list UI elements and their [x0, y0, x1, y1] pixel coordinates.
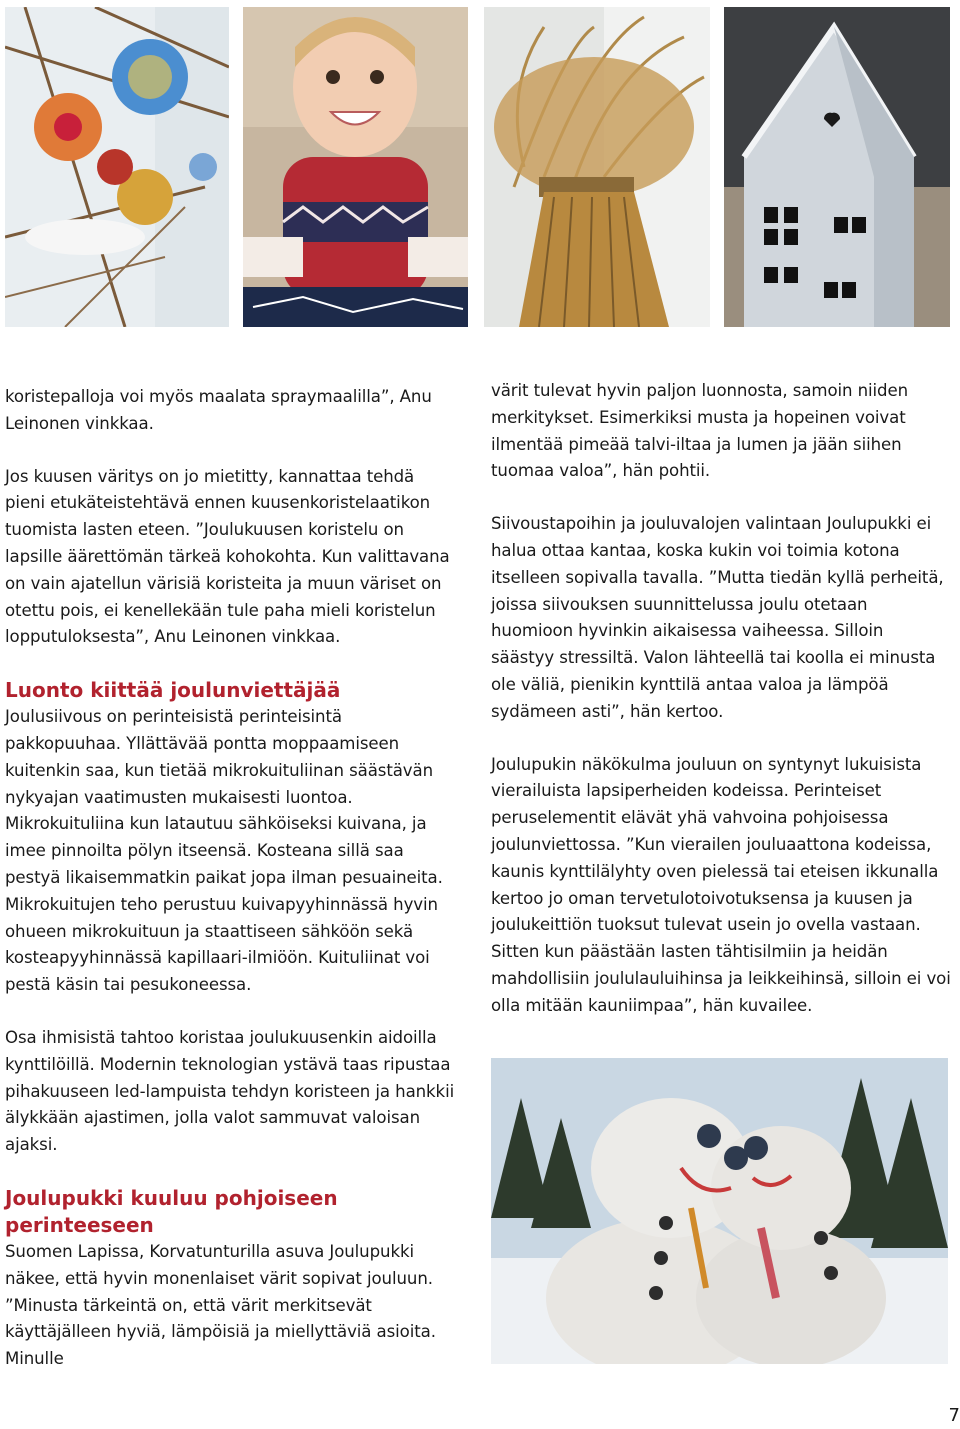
left-column — [5, 384, 455, 1373]
photo-metal-house-candleholder — [724, 7, 950, 327]
paragraph: Jos kuusen väritys on jo mietitty, kannattaa tehdä pieni etukäteistehtävä ennen kuusenkoristelaatikon tuomista lasten eteen. ”Joulukuusen koristelu on lapsille äärettömän tärkeä kohokohta. Kun valittavana on vain ajatellun värisiä koristeita ja muun väriset on otettu pois, ei kenellekään tule paha mieli koristelun lopputuloksesta”, Anu Leinonen vinkkaa. — [5, 466, 450, 647]
paragraph: Siivoustapoihin ja jouluvalojen valintaan Joulupukki ei halua ottaa kantaa, koska kukin voi toimia kotona itselleen sopivalla tavalla. ”Mutta tiedän kyllä perheitä, joissa siivouksen suunnittelussa joulu otetaan huomioon hyvinkin aikaisessa vaiheessa. Silloin säästyy stressiltä. Valon lähteellä tai koolla ei minusta ole väliä, pienikin kynttilä antaa valoa ja lämpöä sydämeen asti”, hän kertoo. — [491, 514, 944, 721]
photo-christmas-ornaments — [5, 7, 229, 327]
paragraph: koristepalloja voi myös maalata spraymaalilla”, Anu Leinonen vinkkaa. — [5, 387, 432, 433]
photo-snowmen-couple — [491, 1058, 948, 1364]
section-heading: Luonto kiittää joulunviettäjää — [5, 678, 341, 703]
paragraph: värit tulevat hyvin paljon luonnosta, samoin niiden merkitykset. Esimerkiksi musta ja hopeinen voivat ilmentää pimeää talvi-iltaa ja lumen ja jään siihen tuomaa valoa”, hän pohtii. — [491, 381, 909, 481]
photo-smiling-child — [243, 7, 468, 327]
section-heading: Joulupukki kuuluu pohjoiseen perinteeseen — [5, 1185, 338, 1237]
page-number: 7 — [948, 1405, 960, 1426]
paragraph: Joulusiivous on perinteisistä perinteisintä pakkopuuhaa. Yllättävää pontta moppaamiseen kuitenkin saa, kun tietää mikrokuituliinan säästävän nykyajan vaatimusten mukaisesti luontoa. Mikrokuituliina kun latautuu sähköiseksi kuivana, ja imee pinnoilta pölyn itseensä. Kosteana sillä saa pestyä likaisemmatkin paikat jopa ilman pesuaineita. Mikrokuitujen teho perustuu kuivapyyhinnässä hyvin ohueen mikrokuituun ja staattiseen sähköön sekä kosteapyyhinnässä kapillaari-ilmiöön. Kuituliinat voi pestä käsin tai pesukoneessa. — [5, 707, 443, 995]
paragraph: Osa ihmisistä tahtoo koristaa joulukuusenkin aidoilla kynttilöillä. Modernin teknologian ystävä taas ripustaa pihakuuseen led-lampuista tehdyn koristeen ja hankkii älykkään ajastimen, jolla valot sammuvat valoisan ajaksi. — [5, 1027, 455, 1155]
right-column — [491, 378, 951, 1020]
photo-oat-sheaf — [484, 7, 710, 327]
paragraph: Joulupukin näkökulma jouluun on syntynyt lukuisista vierailuista lapsiperheiden kodeissa. Perinteiset peruselementit elävät yhä vahvoina pohjoisessa joulunviettossa. ”Kun vierailen jouluaattona kodeissa, kaunis kynttilälyhty oven pielessä tai eteisen ikkunalla kertoo jo oman tervetulotoivotuksensa ja kuusen ja joulukeittiön tuoksut tulevat usein jo ovella vastaan. Sitten kun päästään lasten tähtisilmiin ja heidän mahdollisiin joululauluihinsa ja leikkeihinsä, silloin ei voi olla mitään kauniimpaa”, hän kuvailee. — [491, 754, 951, 1015]
paragraph: Suomen Lapissa, Korvatunturilla asuva Joulupukki näkee, että hyvin monenlaiset värit sopivat jouluun. ”Minusta tärkeintä on, että värit merkitsevät käyttäjälleen hyviä, lämpöisiä ja miellyttäviä asioita. Minulle — [5, 1241, 436, 1369]
